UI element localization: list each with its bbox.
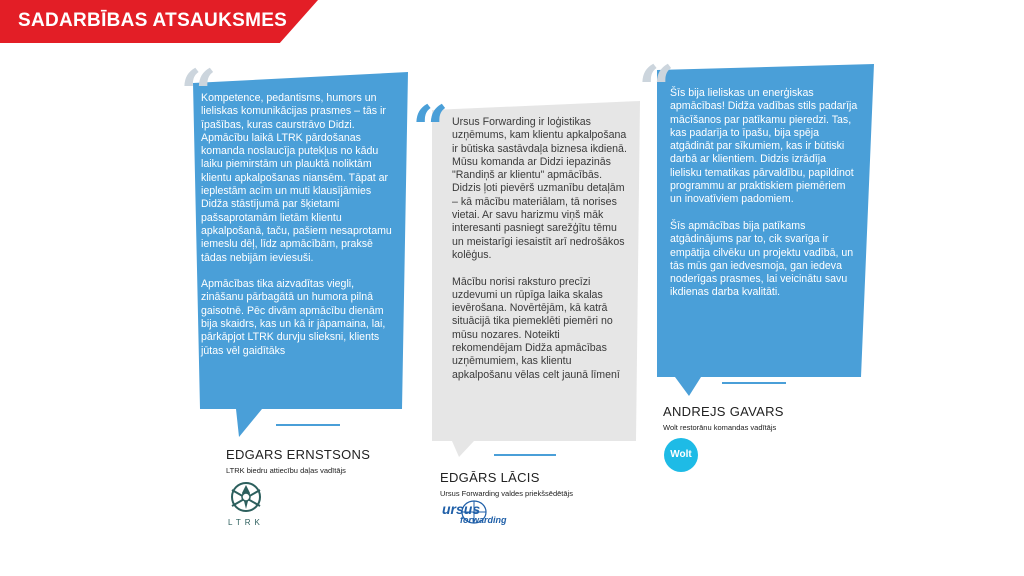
testimonial-3-paragraph: Šīs bija lieliskas un enerģiskas apmācības! Didža vadības stils padarīja mācīšanos par patīkamu pieredzi. Tas, kas padarīja to īpašu, bija spēja atgādināt par sīkumiem, kas ir būtiski darbā ar klientiem. Didzis izrādīja lielisku tematikas pārvaldību, papildinot programmu ar praktiskiem piemēriem un inovatīviem padomiem. xyxy=(670,87,858,206)
quote-open-icon: “ xyxy=(638,52,675,127)
quote-open-icon: “ xyxy=(412,92,449,167)
ursus-logo-text: ursus xyxy=(442,501,481,517)
page-title: SADARBĪBAS ATSAUKSMES xyxy=(18,10,288,31)
person-name: ANDREJS GAVARS xyxy=(663,404,784,419)
wolt-logo xyxy=(664,438,698,472)
person-role: Ursus Forwarding valdes priekšsēdētājs xyxy=(440,489,573,498)
person-name: EDGARS ERNSTSONS xyxy=(226,447,371,462)
testimonial-2-paragraph: Mācību norisi raksturo precīzi uzdevumi un rūpīga laika skalas ievērošana. Novērtējām, kā katrā situācijā tika piemeklēti piemēri no mūsu nozares. Noteikti rekomendējam Didža apmācības uzņēmumiem, kas klientu apkalpošanu vēlas celt jaunā līmenī xyxy=(452,275,620,381)
name-divider xyxy=(722,382,786,384)
person-role: LTRK biedru attiecību daļas vadītājs xyxy=(226,466,346,475)
testimonial-text-3 xyxy=(670,87,858,313)
testimonial-3-paragraph: Šīs apmācības bija patīkams atgādinājums par to, cik svarīga ir empātija cilvēku un projektu vadībā, un tās mūs gan iedvesmoja, gan iedeva noderīgas prasmes, lai veicinātu savu ikdienas darba kvalitāti. xyxy=(670,219,854,299)
testimonial-2-paragraph: Ursus Forwarding ir loģistikas uzņēmums, kam klientu apkalpošana ir būtiska sastāvdaļa biznesa ikdienā. Mūsu komanda ar Didzi iepazinās "Randiņš ar klientu" apmācībās. Didzis ļoti pievērš uzmanību detaļām – kā mācību materiālam, tā norises vietai. Ar savu harizmu viņš māk interesanti pasniegt sarežģītu tēmu un meistarīgi iesaistīt arī nedrošākos kolēģus. xyxy=(452,116,627,261)
ltrk-logo-text: LTRK xyxy=(228,518,264,527)
forwarding-logo-text: forwarding xyxy=(460,515,507,525)
testimonial-1-paragraph: Kompetence, pedantisms, humors un lieliskas komunikācijas prasmes – tās ir īpašības, kuras caurstrāvo Didzi. Apmācību laikā LTRK pārdošanas komanda noslaucīja putekļus no kādu laiku piemirstām un plauktā noliktām klientu apkalpošanas niansēm. Tāpat ar ieplestām acīm un muti klausījāmies Didža stāstījumā par šķietami pašsaprotamām lietām klientu apkalpošanā, taču, pašiem nesaprotamu iemeslu dēļ, līdz apmācībām, praksē tādas nebijām ieviesuši. xyxy=(201,92,392,264)
person-name: EDGĀRS LĀCIS xyxy=(440,470,540,485)
testimonial-1-paragraph: Apmācības tika aizvadītas viegli, zināšanu pārbagātā un humora pilnā gaisotnē. Pēc divām apmācību dienām bija skaidrs, kas un kā ir jāpamaina, lai, pārkāpjot LTRK durvju slieksni, klients jūtas vēl gaidītāks xyxy=(201,278,386,357)
wolt-logo-text: Wolt xyxy=(670,449,692,460)
person-role: Wolt restorānu komandas vadītājs xyxy=(663,423,777,432)
quote-open-icon: “ xyxy=(180,56,217,131)
